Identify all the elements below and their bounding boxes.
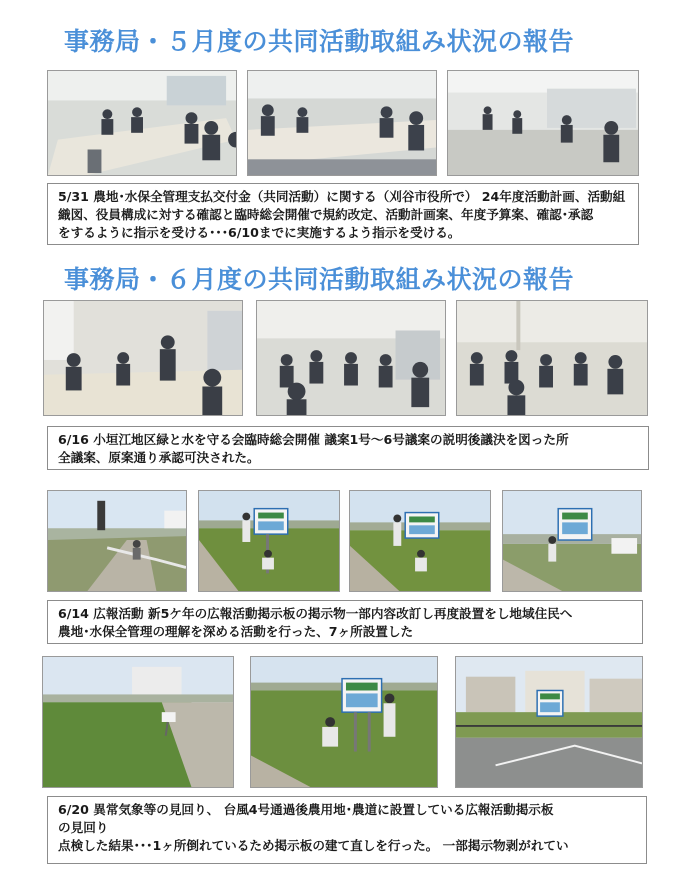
meeting-photo-6 — [456, 300, 648, 416]
signboard-photo-3 — [349, 490, 491, 592]
caption-line: をするように指示を受ける･･･6/10までに実施するよう指示を受ける。 — [58, 225, 461, 240]
section-1-title: 事務局・５月度の共同活動取組み状況の報告 — [64, 27, 575, 56]
meeting-photo-5 — [256, 300, 446, 416]
meeting-photo-2 — [247, 70, 437, 176]
caption-line: 6/20 異常気象等の見回り、 台風4号通過後農用地･農道に設置している広報活動掲示板 — [58, 802, 554, 817]
caption-line: 農地･水保全管理の理解を深める活動を行った、7ヶ所設置した — [58, 624, 414, 639]
section-2-title: 事務局・６月度の共同活動取組み状況の報告 — [64, 265, 575, 294]
caption-line: 点検した結果･･･1ヶ所倒れているため掲示板の建て直しを行った。 一部掲示物剥がれてい — [58, 838, 569, 853]
caption-line: 5/31 農地･水保全管理支払交付金（共同活動）に関する（刈谷市役所で） 24年度活動計画、活動組 — [58, 189, 626, 204]
caption-line: 全議案、原案通り承認可決された。 — [58, 450, 260, 465]
section-4-caption — [47, 796, 647, 864]
caption-line: の見回り — [58, 820, 109, 835]
signboard-photo-1 — [47, 490, 187, 592]
meeting-photo-3 — [447, 70, 639, 176]
caption-line: 織図、役員構成に対する確認と臨時総会開催で規約改定、活動計画案、年度予算案、確認･承認 — [58, 207, 594, 222]
inspection-photo-3 — [455, 656, 643, 788]
signboard-photo-4 — [502, 490, 642, 592]
meeting-photo-4 — [43, 300, 243, 416]
caption-line: 6/14 広報活動 新5ケ年の広報活動掲示板の掲示物一部内容改訂し再度設置をし地域住民へ — [58, 606, 573, 621]
inspection-photo-2 — [250, 656, 438, 788]
signboard-photo-2 — [198, 490, 340, 592]
section-2-caption — [47, 426, 649, 470]
section-3-caption — [47, 600, 643, 644]
section-1-caption — [47, 183, 639, 245]
inspection-photo-1 — [42, 656, 234, 788]
meeting-photo-1 — [47, 70, 237, 176]
caption-line: 6/16 小垣江地区緑と水を守る会臨時総会開催 議案1号～6号議案の説明後議決を図った所 — [58, 432, 569, 447]
